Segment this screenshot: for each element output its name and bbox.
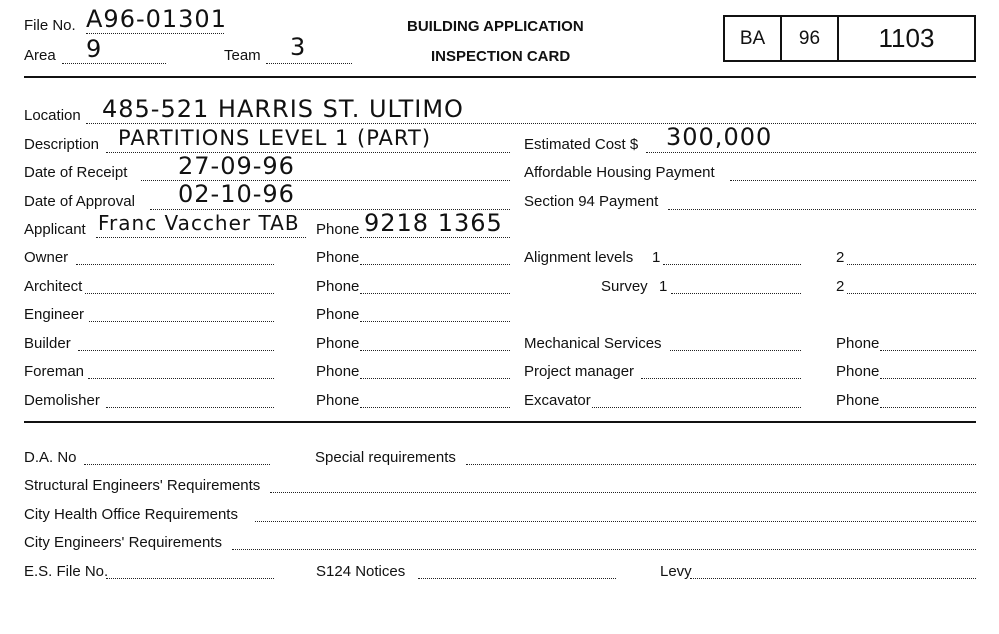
card-title-line2: INSPECTION CARD	[431, 48, 571, 65]
owner-phone-line	[360, 264, 510, 265]
area-line	[62, 63, 166, 64]
file-no-label: File No.	[24, 17, 76, 34]
da-no-label: D.A. No	[24, 449, 77, 466]
owner-label: Owner	[24, 249, 69, 266]
mechanical-services-line	[670, 350, 801, 351]
city-engineers-line	[232, 549, 976, 550]
survey-2-label: 2	[836, 278, 845, 295]
project-manager-line	[641, 378, 801, 379]
demolisher-phone-label: Phone	[316, 392, 360, 409]
survey-2-line	[847, 293, 976, 294]
special-requirements-line	[466, 464, 976, 465]
owner-line	[76, 264, 274, 265]
s124-notices-line	[418, 578, 616, 579]
location-line	[86, 123, 976, 124]
approval-value[interactable]: 02-10-96	[178, 180, 295, 208]
file-no-line	[86, 33, 224, 34]
estimated-cost-value[interactable]: 300,000	[666, 123, 773, 151]
ref-year: 96	[782, 17, 839, 60]
architect-phone-line	[360, 293, 510, 294]
foreman-line	[88, 378, 274, 379]
survey-label: Survey	[601, 278, 648, 295]
foreman-label: Foreman	[24, 363, 85, 380]
section94-label: Section 94 Payment	[524, 193, 659, 210]
affordable-line	[730, 180, 976, 181]
excavator-line	[592, 407, 801, 408]
special-requirements-label: Special requirements	[315, 449, 456, 466]
ref-prefix: BA	[725, 17, 782, 60]
description-value[interactable]: PARTITIONS LEVEL 1 (PART)	[118, 126, 432, 150]
levy-line	[690, 578, 976, 579]
file-no-value[interactable]: A96-01301	[86, 5, 227, 33]
engineer-phone-line	[360, 321, 510, 322]
mechanical-phone-label: Phone	[836, 335, 880, 352]
project-manager-label: Project manager	[524, 363, 635, 380]
applicant-label: Applicant	[24, 221, 86, 238]
receipt-value[interactable]: 27-09-96	[178, 152, 295, 180]
header-divider	[24, 76, 976, 78]
architect-line	[85, 293, 274, 294]
builder-phone-label: Phone	[316, 335, 360, 352]
reference-number-box	[723, 15, 976, 62]
excavator-phone-line	[880, 407, 976, 408]
builder-line	[78, 350, 274, 351]
structural-engineers-label: Structural Engineers' Requirements	[24, 477, 261, 494]
affordable-label: Affordable Housing Payment	[524, 164, 715, 181]
alignment-1-line	[663, 264, 801, 265]
architect-phone-label: Phone	[316, 278, 360, 295]
alignment-levels-label: Alignment levels	[524, 249, 634, 266]
section94-line	[668, 209, 976, 210]
architect-label: Architect	[24, 278, 83, 295]
applicant-phone-label: Phone	[316, 221, 360, 238]
demolisher-phone-line	[360, 407, 510, 408]
engineer-phone-label: Phone	[316, 306, 360, 323]
excavator-phone-label: Phone	[836, 392, 880, 409]
es-file-no-line	[106, 578, 274, 579]
project-manager-phone-line	[880, 378, 976, 379]
structural-engineers-line	[270, 492, 976, 493]
contacts-divider	[24, 421, 976, 423]
team-line	[266, 63, 352, 64]
city-health-line	[255, 521, 976, 522]
description-label: Description	[24, 136, 100, 153]
team-label: Team	[224, 47, 261, 64]
mechanical-phone-line	[880, 350, 976, 351]
survey-1-label: 1	[659, 278, 668, 295]
engineer-line	[89, 321, 274, 322]
demolisher-line	[106, 407, 274, 408]
es-file-no-label: E.S. File No.	[24, 563, 109, 580]
estimated-cost-line	[646, 152, 976, 153]
da-no-line	[84, 464, 270, 465]
ref-number: 1103	[878, 23, 935, 53]
owner-phone-label: Phone	[316, 249, 360, 266]
demolisher-label: Demolisher	[24, 392, 100, 409]
foreman-phone-label: Phone	[316, 363, 360, 380]
location-value[interactable]: 485-521 HARRIS ST. ULTIMO	[102, 95, 464, 123]
card-title-line1: BUILDING APPLICATION	[407, 18, 584, 35]
estimated-cost-label: Estimated Cost $	[524, 136, 639, 153]
applicant-phone-value[interactable]: 9218 1365	[364, 209, 503, 237]
city-engineers-label: City Engineers' Requirements	[24, 534, 222, 551]
s124-notices-label: S124 Notices	[316, 563, 406, 580]
receipt-label: Date of Receipt	[24, 164, 128, 181]
foreman-phone-line	[360, 378, 510, 379]
survey-1-line	[671, 293, 801, 294]
mechanical-services-label: Mechanical Services	[524, 335, 662, 352]
team-value[interactable]: 3	[290, 33, 307, 61]
builder-label: Builder	[24, 335, 71, 352]
alignment-2-line	[847, 264, 976, 265]
engineer-label: Engineer	[24, 306, 85, 323]
excavator-label: Excavator	[524, 392, 591, 409]
levy-label: Levy	[660, 563, 692, 580]
alignment-1-label: 1	[652, 249, 661, 266]
approval-label: Date of Approval	[24, 193, 135, 210]
applicant-value[interactable]: Franc Vaccher TAB	[98, 211, 300, 235]
applicant-line	[96, 237, 306, 238]
applicant-phone-line	[360, 237, 510, 238]
location-label: Location	[24, 107, 81, 124]
project-manager-phone-label: Phone	[836, 363, 880, 380]
builder-phone-line	[360, 350, 510, 351]
alignment-2-label: 2	[836, 249, 845, 266]
area-value[interactable]: 9	[86, 35, 103, 63]
description-line	[106, 152, 510, 153]
area-label: Area	[24, 47, 56, 64]
city-health-label: City Health Office Requirements	[24, 506, 238, 523]
